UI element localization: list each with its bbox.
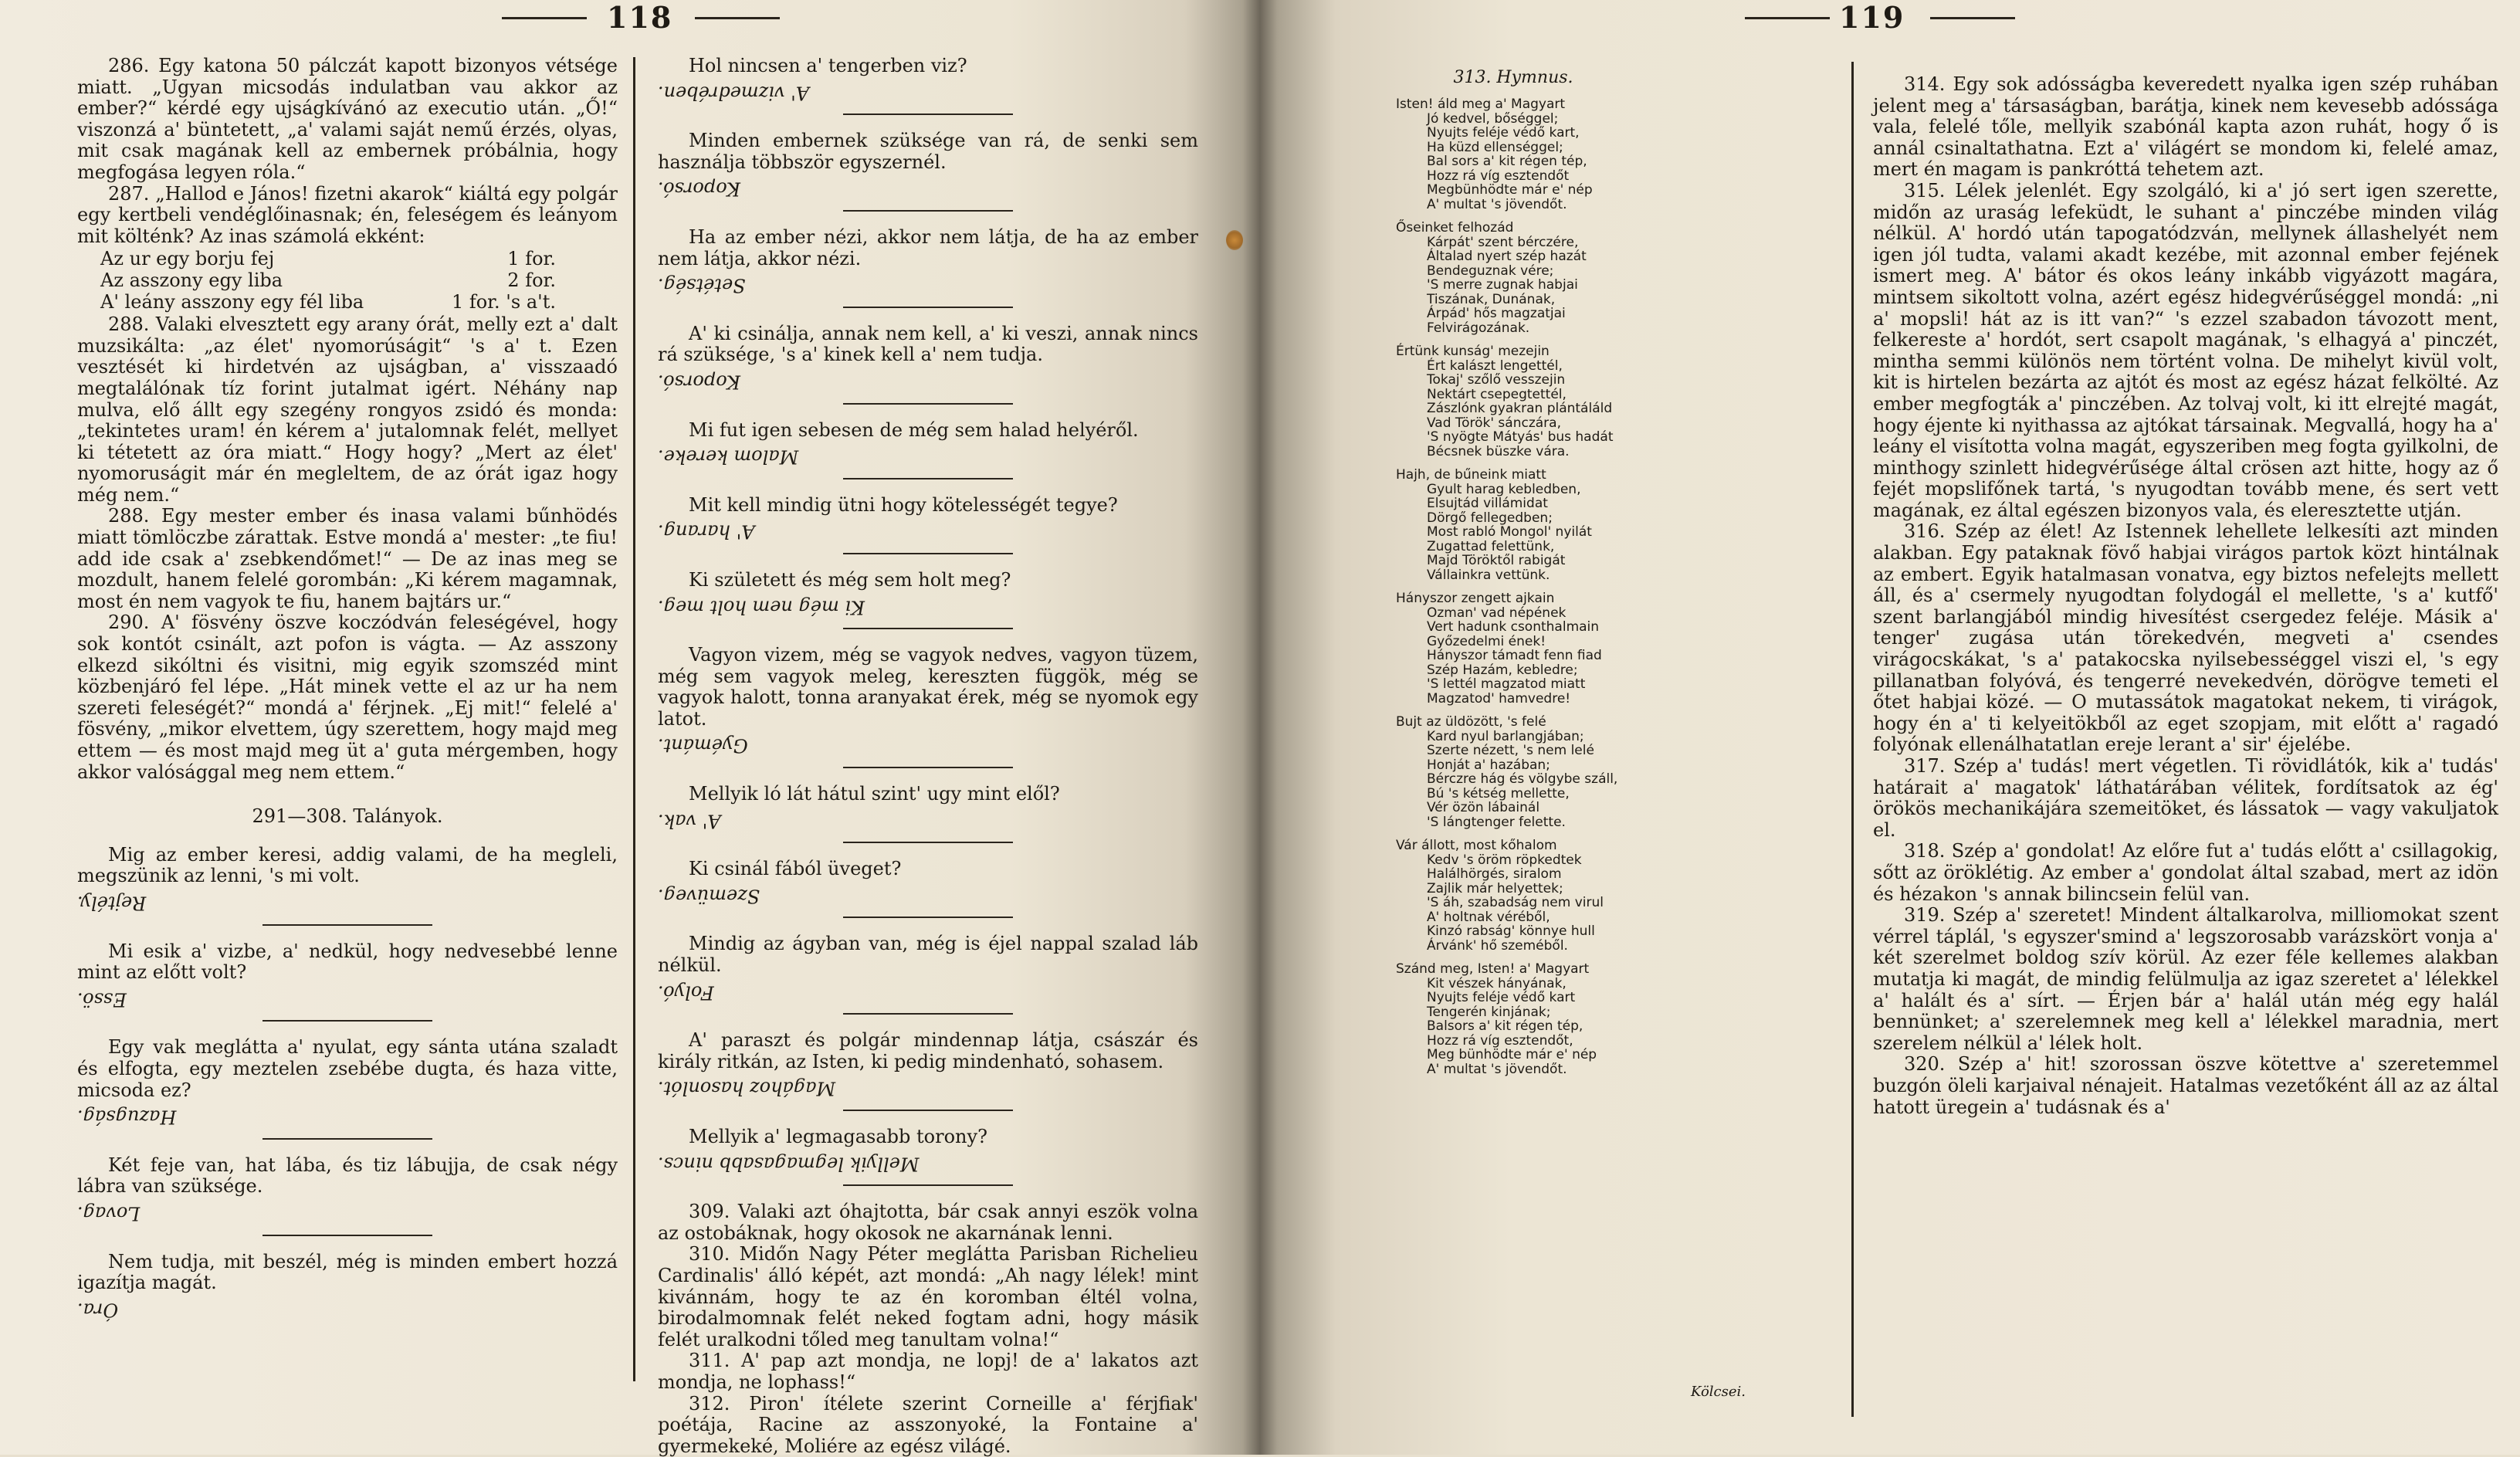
- divider: [262, 1020, 432, 1022]
- riddle-answer-inverted: A' vak.: [658, 810, 721, 832]
- riddle-answer-inverted: Koporsó.: [658, 371, 740, 393]
- divider: [262, 1235, 432, 1236]
- poem-stanza: Bujt az üldözött, 's felé Kard nyul barlangjában; Szerte nézett, 's nem lelé Honját a' hazában; Bérczre hág és völgybe száll, Bú 's kétség mellette, Vér özön lábainál 'S lángtenger felette.: [1396, 714, 1618, 830]
- page-number-rule-right: [1930, 17, 2015, 19]
- divider: [843, 114, 1013, 115]
- right-column: [1873, 74, 2498, 1118]
- riddle-question: Mindig az ágyban van, még is éjel nappal szalad láb nélkül.: [658, 933, 1198, 977]
- bill-line: Az asszony egy liba 2 for.: [100, 269, 556, 291]
- divider: [262, 924, 432, 926]
- riddle-answer-inverted: A' harang.: [658, 520, 755, 543]
- riddle-answer-inverted: Gyémánt.: [658, 735, 748, 757]
- riddle-question: Hol nincsen a' tengerben viz?: [689, 55, 967, 76]
- left-page: [0, 0, 1251, 1455]
- riddle-answer-inverted: Hazugság.: [77, 1106, 177, 1128]
- riddle-question: Mellyik a' legmagasabb torony?: [689, 1126, 987, 1147]
- divider: [843, 553, 1013, 554]
- left-column-2: [658, 56, 1198, 1457]
- page-number-right: 119: [1839, 0, 1905, 35]
- divider: [843, 1110, 1013, 1111]
- riddle-question: Mit kell mindig ütni hogy kötelességét tegye?: [689, 493, 1118, 516]
- column-divider: [633, 57, 635, 1381]
- anecdote-309: 309. Valaki azt óhajtotta, bár csak annyi eszök volna az ostobáknak, hogy okosok ne akarnának lenni.: [658, 1201, 1198, 1244]
- bill-list: [77, 249, 618, 313]
- anecdote-316: 316. Szép az élet! Az Istennek lehellete lelkesíti azt minden alakban. Egy pataknak fövő habjai virágos partok közt hintálnak az embert. Egyik hatalmasan vonatva, egy biztos nefelejts mellett áll, és a' csermely nyugodtan folydogál el mellette, 's a' kutfő' szent barlangjából mindig hivesítést csergedez feléje. Másik a' tenger' zugása után törekedvén, megveti a' csendes virágocskákat, 's a' patakocska nyilsebességgel viszi el, 's egy pillanatban folyóvá, és tengerré nevekedvén, dörögve temeti el őtet habjai közé. — O mutassátok magatokat nekem, ti virágok, hogy én a' ti kelyeitökből az eget szopjam, mit előtt a' ragadó folyónak ellenálhatatlan ereje lerant a' sir' éjelébe.: [1873, 520, 2498, 756]
- anecdote-315: 315. Lélek jelenlét. Egy szolgáló, ki a' jó sert igen szerette, midőn az uraság lefeküdt, le suhant a' pinczébe minden világ nélkül. A' hordó után tapogatódzván, mellynek állashelyét nem igen jól tudta, valami akadt kezébe, mit azonnal ember fejének ismert meg. A' bátor és okos leány inkább vigyázott magára, mintsem sikoltott volna, azért egész hidegvérűséggel mondá: „ni a' mopsli! hát az is itt van?“ 's ezzel szabadon távozott ment, felkereste a' hordót, sert csapolt magának, 's elhagyá a' pinczét, mintha semmi különös nem történt volna. De mihelyt kivül volt, kit is hirtelen bezárta az ajtót és most az egész házat felkölté. Az ember megfogták a' pinczében. Az tolvaj volt, ki itt elrejté magát, hogy éjente ki nyithassa az ajtókat társainak. Megvallá, hogy ha a' leány el visította volna magát, egyszeriben meg fogta gyilkolni, de minthogy szinlett hidegvérűsége által crösen azt hitte, hogy az ő fejét mopslifőnek tartá, 's nyugodtan tovább mene, és sert vett magának, ez által egészen bizonyos vala, és eleresztette utján.: [1873, 179, 2498, 521]
- poem-stanza: Szánd meg, Isten! a' Magyart Kit vészek hányának, Nyujts feléje védő kart Tengerén kinjának; Balsors a' kit régen tép, Hozz rá víg esztendőt, Meg bünhödte már e' nép A' multat 's jövendőt.: [1396, 961, 1597, 1077]
- riddle-question: Mi fut igen sebesen de még sem halad helyéről.: [689, 418, 1139, 441]
- divider: [843, 403, 1013, 405]
- anecdote-290: 290. A' fösvény öszve koczódván feleségével, hogy sok kontót csinált, azt pofon is vágta. — Az asszony elkezd sikóltni és visitni, mig egyik szomszéd mint közbenjáró fel lépe. „Hát minek vette el az ur ha nem szereti feleségét?“ mondá a' férjnek. „Ej mit!“ felelé a' fösvény, „mikor elvettem, úgy szerettem, hogy majd meg ettem — és most majd meg üt a' guta mérgemben, hogy akkor valósággal meg nem ettem.“: [77, 612, 618, 783]
- anecdote-288b: 288. Egy mester ember és inasa valami bűnhödés miatt tömlöczbe zárattak. Estve mondá a' mester: „te fiu! add ide csak a' zsebkendőmet!“ — De az inas meg se mozdult, hanem felelé gorombán: „Ki kérem magamnak, most én nem vagyok te fiu, hanem bajtárs ur.“: [77, 505, 618, 612]
- right-page: [1266, 0, 2520, 1455]
- riddle-answer-inverted: Malom kereke.: [658, 446, 799, 468]
- riddle-question: A' ki csinálja, annak nem kell, a' ki veszi, annak nincs rá szüksége, 's a' kinek kell a' nem tudja.: [658, 322, 1198, 366]
- poem-stanza: Őseinket felhozád Kárpát' szent bérczére, Általad nyert szép hazát Bendeguznak vére; 'S merre zugnak habjai Tiszának, Dunának, Árpád' hős magzatjai Felvirágozának.: [1396, 220, 1587, 336]
- riddle-question: Egy vak meglátta a' nyulat, egy sánta utána szaladt és elfogta, egy meztelen zsebébe dugta, és haza vitte, micsoda ez?: [77, 1036, 618, 1101]
- riddle-answer-inverted: Koporsó.: [658, 178, 740, 200]
- anecdote-317: 317. Szép a' tudás! mert végetlen. Ti rövidlátók, kik a' tudás' határait a' magatok' láthatárában vélitek, fordítsatok az ég' örökös mechanikájára szemeitöket, és lássatok — vagy vakuljatok el.: [1873, 755, 2498, 841]
- divider: [843, 842, 1013, 843]
- riddle-question: Ki csinál fából üveget?: [689, 858, 902, 880]
- riddle-question: Mig az ember keresi, addig valami, de ha megleli, megszünik az lenni, 's mi volt.: [77, 843, 618, 887]
- page-number-rule-left: [502, 17, 587, 19]
- paper-stain: [1226, 230, 1243, 250]
- poem-stanza: Isten! áld meg a' Magyart Jó kedvel, bőséggel; Nyujts feléje védő kart, Ha küzd ellenséggel; Bal sors a' kit régen tép, Hozz rá víg esztendőt Megbünhödte már e' nép A' multat 's jövendőt.: [1396, 97, 1593, 212]
- riddle-question: Minden embernek szüksége van rá, de senki sem használja többször egyszernél.: [658, 130, 1198, 173]
- divider: [843, 1013, 1013, 1015]
- riddle-question: Ha az ember nézi, akkor nem látja, de ha az ember nem látja, akkor nézi.: [658, 225, 1198, 269]
- riddle-answer-inverted: Magához hasonlót.: [658, 1078, 836, 1100]
- anecdote-319: 319. Szép a' szeretet! Mindent általkarolva, milliomokat szent vérrel táplál, 's egyszer'smind a' legszorosabb varázskört vonja a' két szerelmet boldog szív körül. Az ezer féle kellemes alakban mutatja ki magát, de mindig felülmulja az igaz szeretet a' lélekkel a' halált és a' sírt. — Érjen bár a' halál után még egy halál bennünket; a' szerelemnek meg kell a' lélekkel maradnia, mert szerelem nélkül a' lélek holt.: [1873, 904, 2498, 1054]
- riddle-answer-inverted: Rejtély.: [77, 892, 147, 914]
- riddle-question: Vagyon vizem, még se vagyok nedves, vagyon tüzem, még sem vagyok meleg, kereszten függök, még se vagyok halott, tonna aranyakat érek, még se nyomok egy latot.: [658, 644, 1198, 730]
- riddle-question: Két feje van, hat lába, és tiz lábujja, de csak négy lábra van szüksége.: [77, 1154, 618, 1198]
- bill-line: A' leány asszony egy fél liba 1 for. 's a't.: [100, 290, 556, 313]
- riddle-answer-inverted: Ki még nem holt meg.: [658, 596, 865, 618]
- anecdote-310: 310. Midőn Nagy Péter meglátta Parisban Richelieu Cardinalis' álló képét, azt mondá: „Ah nagy lélek! mint kivánnám, hogy te az én koromban éltél volna, birodalmomnak felét neked fogtam adni, hogy másik felét uralkodni tőled meg tanultam volna!“: [658, 1243, 1198, 1350]
- riddle-answer-inverted: Lovag.: [77, 1202, 141, 1225]
- poem-signature: Kölcsei.: [1691, 1384, 1746, 1400]
- anecdote-288a: 288. Valaki elvesztett egy arany órát, melly ezt a' dalt muzsikálta: „az élet' nyomorúságit“ 's a' t. Ezen vesztését ki hirdetvén az ujságban, a' visszaadó megtalálónak tíz forint jutalmat igért. Néhány nap mulva, elő állt egy szegény rongyos zsidó és monda: „tekintetes uram! én kérem a' jutalomnak felét, mellyet ki tétetett az óra miatt.“ Hogy hogy? „Mert az élet' nyomoruságit már én megleltem, de az órát igaz hogy még nem.“: [77, 313, 618, 506]
- divider: [843, 307, 1013, 308]
- riddle-question: Mi esik a' vizbe, a' nedkül, hogy nedvesebbé lenne mint az előtt volt?: [77, 940, 618, 984]
- poem-stanza: Hányszor zengett ajkain Ozman' vad népének Vert hadunk csonthalmain Győzedelmi ének! Hányszor támadt fenn fiad Szép Hazám, kebledre; 'S lettél magzatod miatt Magzatod' hamvedre!: [1396, 591, 1602, 706]
- riddle-question: Ki született és még sem holt meg?: [689, 568, 1011, 591]
- anecdote-286: 286. Egy katona 50 pálczát kapott bizonyos vétsége miatt. „Ugyan micsodás indulatban vau akkor az ember?“ kérdé egy ujságkívánó az executio után. „Ő!“ viszonzá a' büntetett, „a' valami saját nemű érzés, olyas, mit csak magának kell az embernek próbálnia, hogy megfogása legyen róla.“: [77, 55, 618, 183]
- riddle-answer-inverted: Folyó.: [658, 981, 714, 1004]
- divider: [843, 917, 1013, 918]
- left-column-1: [77, 56, 618, 1320]
- divider: [843, 767, 1013, 768]
- divider: [843, 478, 1013, 479]
- poem-stanza: Hajh, de bűneink miatt Gyult harag kebledben, Elsujtád villámidat Dörgő fellegedben; Most rabló Mongol' nyilát Zugattad felettünk, Majd Töröktől rabigát Vállainkra vettünk.: [1396, 467, 1592, 583]
- riddle-answer-inverted: Setétség.: [658, 274, 746, 296]
- riddles-heading: 291—308. Talányok.: [252, 805, 443, 828]
- riddle-answer-inverted: Szemüveg.: [658, 885, 760, 907]
- poem-stanza: Értünk kunság' mezejin Ért kalászt lengettél, Tokaj' szőlő vesszejin Nektárt csepegtettél, Zászlónk gyakran plántáláld Vad Török' sánczára, 'S nyögte Mátyás' bus hadát Bécsnek büszke vára.: [1396, 344, 1614, 459]
- divider: [843, 1184, 1013, 1186]
- divider: [843, 210, 1013, 212]
- divider: [262, 1138, 432, 1140]
- anecdote-314: 314. Egy sok adósságba keveredett nyalka igen szép ruhában jelent meg a' társaságban, barátja, kinek nem kevesebb adóssága vala, felelé tőle, mellyik szabónál kapta azon ruhát, hogy ő is annál csinaltathatna. Ezt a' világért se mondom ki, felelé amaz, mert én magam is pankróttá tehetem azt.: [1873, 73, 2498, 181]
- divider: [843, 628, 1013, 629]
- riddle-answer-inverted: Mellyik legmagasabb nincs.: [658, 1153, 920, 1175]
- page-number-rule-left: [1745, 17, 1830, 19]
- hymnus-poem: [1396, 97, 1651, 1086]
- anecdote-312: 312. Piron' ítélete szerint Corneille a' férjfiak' poétája, Racine az asszonyoké, la Fontaine a' gyermekeké, Moliére az egész világé.: [658, 1392, 1198, 1457]
- poem-title: 313. Hymnus.: [1453, 68, 1573, 87]
- riddle-answer-inverted: A' vizmedrében.: [658, 82, 810, 104]
- bill-line: Az ur egy borju fej 1 for.: [100, 248, 556, 270]
- anecdote-287: 287. „Hallod e János! fizetni akarok“ kiáltá egy polgár egy kertbeli vendéglőinasnak; én, feleségem és leányom mit költénk? Az inas számolá ekként:: [77, 182, 618, 247]
- riddle-answer-inverted: Essö.: [77, 988, 127, 1011]
- anecdote-320: 320. Szép a' hit! szorossan öszve kötettve a' szeretemmel buzgón öleli karjaival nénajeit. Hatalmas vezetőként áll az az által hatott üregein a' tudásnak és a': [1873, 1053, 2498, 1118]
- riddle-question: Mellyik ló lát hátul szint' ugy mint elől?: [689, 783, 1060, 805]
- anecdote-311: 311. A' pap azt mondja, ne lopj! de a' lakatos azt mondja, ne lophass!“: [658, 1350, 1198, 1393]
- anecdote-318: 318. Szép a' gondolat! Az előre fut a' tudás előtt a' csillagokig, sőtt az öröklétig. Az ember a' gondolat által szabad, mert az idön és hézakon 's annak bilincsein felül van.: [1873, 840, 2498, 905]
- riddle-answer-inverted: Óra.: [77, 1299, 119, 1321]
- column-divider: [1851, 62, 1854, 1417]
- page-number-rule-right: [695, 17, 780, 19]
- riddle-question: Nem tudja, mit beszél, még is minden embert hozzá igazítja magát.: [77, 1250, 618, 1294]
- riddle-question: A' paraszt és polgár mindennap látja, császár és király ritkán, az Isten, ki pedig mindenható, sohasem.: [658, 1029, 1198, 1072]
- poem-stanza: Vár állott, most kőhalom Kedv 's öröm röpkedtek Halálhörgés, siralom Zajlik már helyettek; 'S áh, szabadság nem virul A' holtnak véréből, Kinzó rabság' könnye hull Árvánk' hő szeméből.: [1396, 838, 1604, 954]
- page-number-left: 118: [607, 0, 673, 35]
